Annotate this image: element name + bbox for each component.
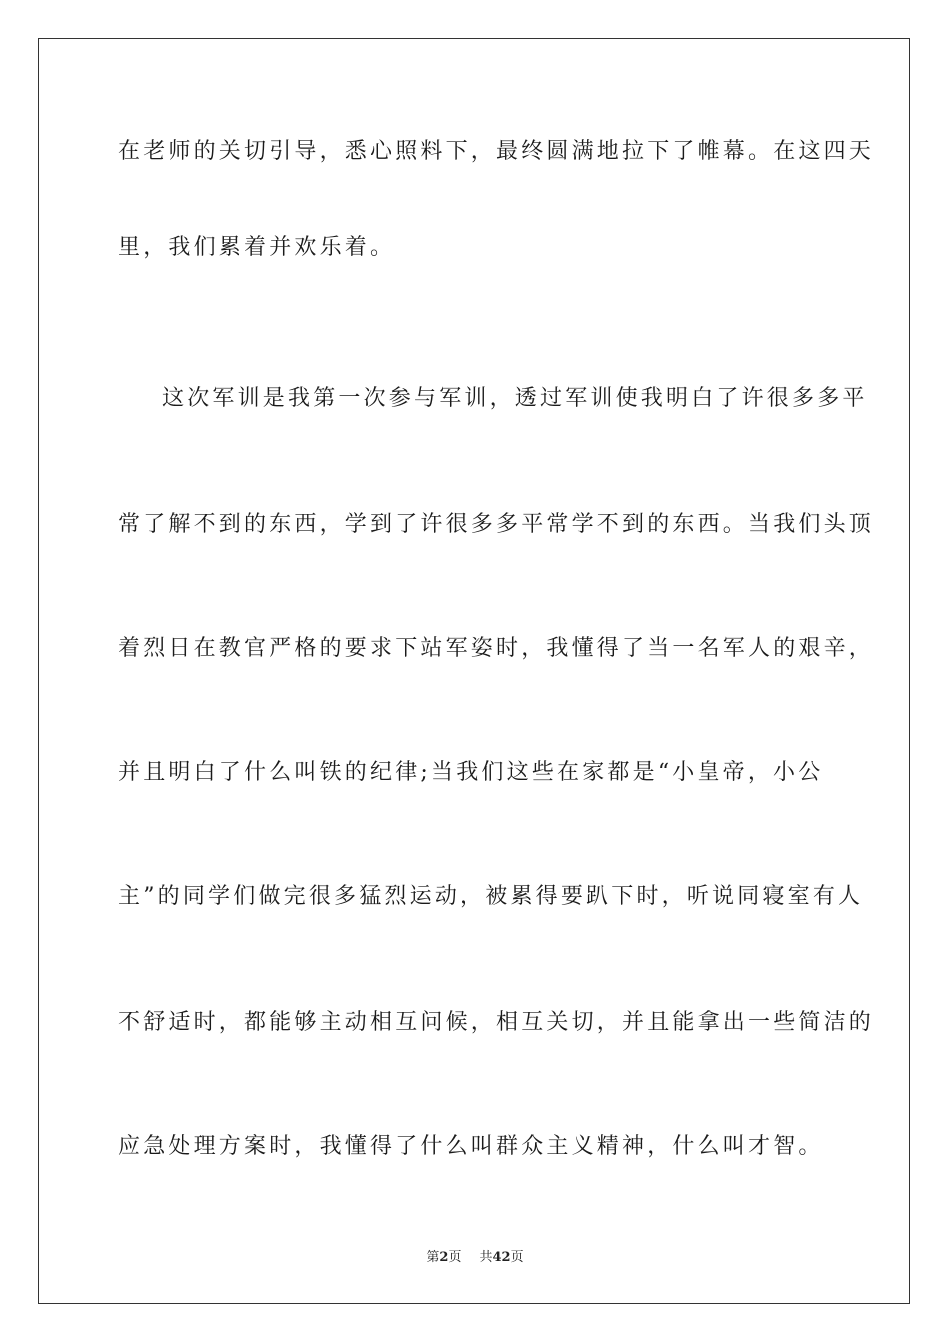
text-line-9: 应急处理方案时，我懂得了什么叫群众主义精神，什么叫才智。 [118, 1134, 824, 1159]
text-line-2: 里，我们累着并欢乐着。 [118, 235, 396, 260]
text-line-7: 主”的同学们做完很多猛烈运动，被累得要趴下时，听说同寝室有人 [118, 884, 864, 909]
text-line-8: 不舒适时，都能够主动相互问候，相互关切，并且能拿出一些简洁的 [118, 1010, 875, 1035]
page-footer [0, 1246, 950, 1265]
text-line-6: 并且明白了什么叫铁的纪律;当我们这些在家都是“小皇帝，小公 [118, 760, 824, 785]
total-suffix: 页 [510, 1250, 524, 1265]
text-line-3: 这次军训是我第一次参与军训，透过军训使我明白了许很多多平 [162, 386, 868, 411]
total-prefix: 共 [479, 1250, 493, 1265]
text-line-1: 在老师的关切引导，悉心照料下，最终圆满地拉下了帷幕。在这四天 [118, 139, 875, 164]
page-total: 42 [492, 1250, 511, 1265]
page-border [38, 38, 910, 1304]
page-prefix: 第 [426, 1250, 440, 1265]
text-line-4: 常了解不到的东西，学到了许很多多平常学不到的东西。当我们头顶 [118, 512, 875, 537]
page-suffix: 页 [448, 1250, 462, 1265]
page-current: 2 [439, 1250, 449, 1265]
text-line-5: 着烈日在教官严格的要求下站军姿时，我懂得了当一名军人的艰辛， [118, 636, 875, 661]
